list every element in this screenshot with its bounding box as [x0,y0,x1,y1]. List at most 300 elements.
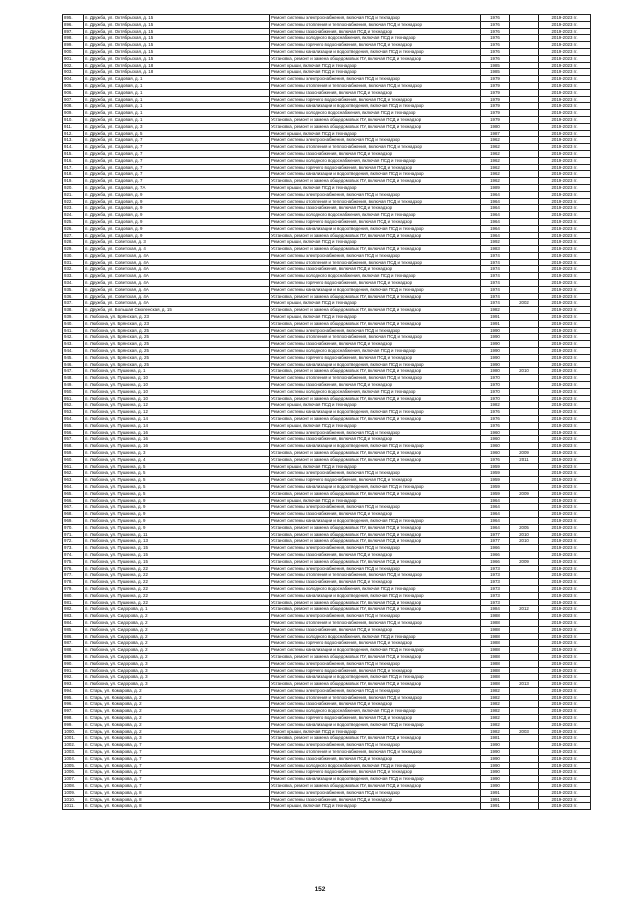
last-repair-year-cell [510,585,539,592]
work-type-cell: Ремонт системы отопления и теплоснабжения, включая ПСД и технадзор [270,198,481,205]
table-row [63,334,591,341]
table-row [63,755,591,762]
row-number-cell: 914. [63,144,84,151]
last-repair-year-cell [510,252,539,259]
last-repair-year-cell [510,76,539,83]
address-cell: п. Любохна, ул. Сидорова, д. 2 [84,613,270,620]
row-number-cell: 906. [63,89,84,96]
row-number-cell: 997. [63,708,84,715]
work-type-cell: Ремонт системы газоснабжения, включая ПСД и технадзор [270,205,481,212]
last-repair-year-cell [510,266,539,273]
planned-period-cell: 2019-2023 гг. [539,735,591,742]
table-row [63,21,591,28]
row-number-cell: 995. [63,694,84,701]
last-repair-year-cell [510,742,539,749]
table-row [63,293,591,300]
work-type-cell: Ремонт системы отопления и теплоснабжения, включая ПСД и технадзор [270,259,481,266]
commission-year-cell: 1982 [481,307,510,314]
commission-year-cell: 1974 [481,300,510,307]
commission-year-cell: 1977 [481,538,510,545]
commission-year-cell: 1964 [481,517,510,524]
planned-period-cell: 2019-2023 гг. [539,307,591,314]
planned-period-cell: 2019-2023 гг. [539,504,591,511]
last-repair-year-cell [510,762,539,769]
last-repair-year-cell [510,42,539,49]
work-type-cell: Ремонт системы канализации и водоотведения, включая ПСД и технадзор [270,517,481,524]
table-row [63,674,591,681]
address-cell: п. Дружба, ул. Советская, д. 4А [84,280,270,287]
work-type-cell: Ремонт крыши, включая ПСД и технадзор [270,314,481,321]
work-type-cell: Ремонт системы электроснабжения, включая ПСД и технадзор [270,137,481,144]
planned-period-cell: 2019-2023 гг. [539,157,591,164]
address-cell: п. Дружба, ул. Советская, д. 4А [84,286,270,293]
commission-year-cell: 1964 [481,205,510,212]
address-cell: п. Дружба, ул. Садовая, д. 7 [84,178,270,185]
planned-period-cell: 2019-2023 гг. [539,103,591,110]
address-cell: п. Дружба, ул. Октябрьская, д. 15 [84,42,270,49]
row-number-cell: 977. [63,572,84,579]
table-row [63,137,591,144]
commission-year-cell: 1979 [481,96,510,103]
planned-period-cell: 2019-2023 гг. [539,558,591,565]
last-repair-year-cell: 2013 [510,681,539,688]
address-cell: п. Любохна, ул. Брянская, д. 23 [84,314,270,321]
address-cell: п. Старь, ул. Комарова, д. 7 [84,776,270,783]
last-repair-year-cell [510,184,539,191]
planned-period-cell: 2019-2023 гг. [539,48,591,55]
last-repair-year-cell [510,48,539,55]
planned-period-cell: 2019-2023 гг. [539,82,591,89]
address-cell: п. Дружба, ул. Садовая, д. 7 [84,157,270,164]
commission-year-cell: 1979 [481,116,510,123]
table-row [63,42,591,49]
work-type-cell: Ремонт системы канализации и водоотведения, включая ПСД и технадзор [270,286,481,293]
commission-year-cell: 1960 [481,443,510,450]
row-number-cell: 928. [63,239,84,246]
last-repair-year-cell [510,470,539,477]
planned-period-cell: 2019-2023 гг. [539,626,591,633]
commission-year-cell: 1964 [481,504,510,511]
table-row [63,116,591,123]
commission-year-cell: 1966 [481,558,510,565]
address-cell: п. Старь, ул. Комарова, д. 2 [84,687,270,694]
last-repair-year-cell: 2009 [510,490,539,497]
work-type-cell: Ремонт системы горячего водоснабжения, включая ПСД и технадзор [270,218,481,225]
table-row [63,178,591,185]
address-cell: п. Дружба, ул. Садовая, д. 1 [84,76,270,83]
last-repair-year-cell [510,619,539,626]
planned-period-cell: 2019-2023 гг. [539,585,591,592]
row-number-cell: 915. [63,150,84,157]
last-repair-year-cell [510,633,539,640]
commission-year-cell: 1964 [481,225,510,232]
last-repair-year-cell [510,545,539,552]
commission-year-cell: 1989 [481,184,510,191]
table-row [63,708,591,715]
planned-period-cell: 2019-2023 гг. [539,783,591,790]
last-repair-year-cell [510,463,539,470]
work-type-cell: Ремонт крыши, включая ПСД и технадзор [270,422,481,429]
table-row [63,171,591,178]
row-number-cell: 932. [63,266,84,273]
planned-period-cell: 2019-2023 гг. [539,212,591,219]
work-type-cell: Ремонт системы холодного водоснабжения, включая ПСД и технадзор [270,762,481,769]
row-number-cell: 956. [63,429,84,436]
row-number-cell: 947. [63,368,84,375]
last-repair-year-cell [510,409,539,416]
last-repair-year-cell [510,395,539,402]
commission-year-cell: 1964 [481,212,510,219]
planned-period-cell: 2019-2023 гг. [539,721,591,728]
table-row [63,123,591,130]
address-cell: п. Старь, ул. Комарова, д. 2 [84,694,270,701]
address-cell: п. Любохна, ул. Пушкина, д. 12 [84,402,270,409]
table-row [63,565,591,572]
commission-year-cell: 1982 [481,708,510,715]
work-type-cell: Установка, ремонт и замена общедомовых ПУ, включая ПСД и технадзор [270,490,481,497]
planned-period-cell: 2019-2023 гг. [539,803,591,810]
table-row [63,443,591,450]
work-type-cell: Установка, ремонт и замена общедомовых ПУ, включая ПСД и технадзор [270,735,481,742]
planned-period-cell: 2019-2023 гг. [539,592,591,599]
commission-year-cell: 1977 [481,531,510,538]
table-row [63,89,591,96]
row-number-cell: 922. [63,198,84,205]
table-row [63,619,591,626]
table-row [63,436,591,443]
work-type-cell: Ремонт системы горячего водоснабжения, включая ПСД и технадзор [270,667,481,674]
address-cell: п. Любохна, ул. Пушкина, д. 15 [84,558,270,565]
planned-period-cell: 2019-2023 гг. [539,640,591,647]
commission-year-cell: 1959 [481,477,510,484]
work-type-cell: Установка, ремонт и замена общедомовых ПУ, включая ПСД и технадзор [270,450,481,457]
address-cell: п. Любохна, ул. Пушкина, д. 1 [84,368,270,375]
address-cell: п. Любохна, ул. Пушкина, д. 5 [84,490,270,497]
address-cell: п. Любохна, ул. Пушкина, д. 9 [84,517,270,524]
address-cell: п. Любохна, ул. Пушкина, д. 22 [84,565,270,572]
work-type-cell: Ремонт системы электроснабжения, включая ПСД и технадзор [270,789,481,796]
table-row [63,517,591,524]
work-type-cell: Ремонт крыши, включая ПСД и технадзор [270,300,481,307]
last-repair-year-cell [510,361,539,368]
address-cell: п. Любохна, ул. Брянская, д. 25 [84,327,270,334]
row-number-cell: 985. [63,626,84,633]
address-cell: п. Любохна, ул. Пушкина, д. 9 [84,497,270,504]
table-row [63,728,591,735]
planned-period-cell: 2019-2023 гг. [539,42,591,49]
last-repair-year-cell [510,314,539,321]
commission-year-cell: 1976 [481,35,510,42]
planned-period-cell: 2019-2023 гг. [539,422,591,429]
commission-year-cell: 1990 [481,769,510,776]
table-row [63,130,591,137]
planned-period-cell: 2019-2023 гг. [539,443,591,450]
table-row [63,375,591,382]
work-type-cell: Установка, ремонт и замена общедомовых ПУ, включая ПСД и технадзор [270,681,481,688]
commission-year-cell: 1990 [481,354,510,361]
commission-year-cell: 1982 [481,715,510,722]
row-number-cell: 896. [63,21,84,28]
commission-year-cell: 1973 [481,599,510,606]
address-cell: п. Дружба, ул. Садовая, д. 7 [84,164,270,171]
work-type-cell: Ремонт системы газоснабжения, включая ПСД и технадзор [270,579,481,586]
address-cell: п. Любохна, ул. Сидорова, д. 2 [84,653,270,660]
row-number-cell: 989. [63,653,84,660]
commission-year-cell: 1973 [481,585,510,592]
planned-period-cell: 2019-2023 гг. [539,416,591,423]
last-repair-year-cell [510,687,539,694]
work-type-cell: Ремонт системы газоснабжения, включая ПСД и технадзор [270,436,481,443]
commission-year-cell: 1974 [481,273,510,280]
table-row [63,205,591,212]
last-repair-year-cell: 2003 [510,728,539,735]
last-repair-year-cell [510,429,539,436]
row-number-cell: 901. [63,55,84,62]
planned-period-cell: 2019-2023 гг. [539,606,591,613]
row-number-cell: 942. [63,334,84,341]
table-row [63,599,591,606]
planned-period-cell: 2019-2023 гг. [539,130,591,137]
work-type-cell: Ремонт системы канализации и водоотведения, включая ПСД и технадзор [270,443,481,450]
planned-period-cell: 2019-2023 гг. [539,246,591,253]
work-type-cell: Установка, ремонт и замена общедомовых ПУ, включая ПСД и технадзор [270,246,481,253]
last-repair-year-cell [510,293,539,300]
planned-period-cell: 2019-2023 гг. [539,184,591,191]
planned-period-cell: 2019-2023 гг. [539,762,591,769]
row-number-cell: 981. [63,599,84,606]
commission-year-cell: 1962 [481,157,510,164]
planned-period-cell: 2019-2023 гг. [539,551,591,558]
last-repair-year-cell [510,15,539,22]
address-cell: п. Дружба, ул. Садовая, д. 3 [84,123,270,130]
table-row [63,409,591,416]
address-cell: п. Любохна, ул. Сидорова, д. 3 [84,681,270,688]
row-number-cell: 943. [63,341,84,348]
table-row [63,110,591,117]
row-number-cell: 899. [63,42,84,49]
table-row [63,687,591,694]
planned-period-cell: 2019-2023 гг. [539,755,591,762]
last-repair-year-cell [510,96,539,103]
address-cell: п. Дружба, ул. Большая Смоленская, д. 15 [84,307,270,314]
work-type-cell: Ремонт системы канализации и водоотведения, включая ПСД и технадзор [270,361,481,368]
last-repair-year-cell [510,443,539,450]
table-row [63,259,591,266]
commission-year-cell: 1974 [481,259,510,266]
address-cell: п. Старь, ул. Комарова, д. 8 [84,803,270,810]
planned-period-cell: 2019-2023 гг. [539,266,591,273]
address-cell: п. Любохна, ул. Пушкина, д. 22 [84,572,270,579]
commission-year-cell: 1970 [481,388,510,395]
work-type-cell: Ремонт системы отопления и теплоснабжения, включая ПСД и технадзор [270,144,481,151]
row-number-cell: 951. [63,395,84,402]
commission-year-cell: 1974 [481,293,510,300]
address-cell: п. Любохна, ул. Брянская, д. 25 [84,348,270,355]
planned-period-cell: 2019-2023 гг. [539,28,591,35]
commission-year-cell: 1990 [481,361,510,368]
last-repair-year-cell [510,354,539,361]
work-type-cell: Ремонт крыши, включая ПСД и технадзор [270,130,481,137]
address-cell: п. Дружба, ул. Садовая, д. 9 [84,225,270,232]
commission-year-cell: 1990 [481,783,510,790]
row-number-cell: 992. [63,674,84,681]
planned-period-cell: 2019-2023 гг. [539,361,591,368]
row-number-cell: 945. [63,354,84,361]
table-row [63,150,591,157]
planned-period-cell: 2019-2023 гг. [539,694,591,701]
row-number-cell: 946. [63,361,84,368]
last-repair-year-cell [510,783,539,790]
last-repair-year-cell [510,382,539,389]
last-repair-year-cell [510,123,539,130]
last-repair-year-cell [510,613,539,620]
table-row [63,647,591,654]
row-number-cell: 968. [63,511,84,518]
address-cell: п. Старь, ул. Комарова, д. 7 [84,742,270,749]
work-type-cell: Ремонт системы канализации и водоотведения, включая ПСД и технадзор [270,674,481,681]
work-type-cell: Ремонт системы канализации и водоотведения, включая ПСД и технадзор [270,721,481,728]
planned-period-cell: 2019-2023 гг. [539,69,591,76]
table-row [63,456,591,463]
planned-period-cell: 2019-2023 гг. [539,395,591,402]
planned-period-cell: 2019-2023 гг. [539,259,591,266]
table-row [63,470,591,477]
table-row [63,606,591,613]
table-row [63,477,591,484]
table-row [63,239,591,246]
last-repair-year-cell [510,259,539,266]
commission-year-cell: 1988 [481,640,510,647]
address-cell: п. Любохна, ул. Пушкина, д. 13 [84,538,270,545]
commission-year-cell: 1991 [481,314,510,321]
row-number-cell: 935. [63,286,84,293]
address-cell: п. Дружба, ул. Садовая, д. 7 [84,171,270,178]
work-type-cell: Ремонт системы холодного водоснабжения, включая ПСД и технадзор [270,388,481,395]
last-repair-year-cell [510,776,539,783]
commission-year-cell: 1973 [481,579,510,586]
address-cell: п. Любохна, ул. Пушкина, д. 22 [84,599,270,606]
work-type-cell: Установка, ремонт и замена общедомовых ПУ, включая ПСД и технадзор [270,783,481,790]
row-number-cell: 963. [63,477,84,484]
row-number-cell: 1010. [63,796,84,803]
row-number-cell: 974. [63,551,84,558]
row-number-cell: 971. [63,531,84,538]
planned-period-cell: 2019-2023 гг. [539,538,591,545]
address-cell: п. Дружба, ул. Садовая, д. 1 [84,103,270,110]
commission-year-cell: 1990 [481,762,510,769]
address-cell: п. Дружба, ул. Садовая, д. 1 [84,89,270,96]
commission-year-cell: 1987 [481,130,510,137]
commission-year-cell: 1964 [481,232,510,239]
table-row [63,640,591,647]
commission-year-cell: 1960 [481,436,510,443]
commission-year-cell: 1979 [481,103,510,110]
planned-period-cell: 2019-2023 гг. [539,477,591,484]
commission-year-cell: 1964 [481,218,510,225]
last-repair-year-cell [510,599,539,606]
row-number-cell: 959. [63,450,84,457]
last-repair-year-cell [510,504,539,511]
row-number-cell: 941. [63,327,84,334]
table-row [63,354,591,361]
address-cell: п. Дружба, ул. Садовая, д. 1 [84,116,270,123]
commission-year-cell: 1966 [481,545,510,552]
work-type-cell: Установка, ремонт и замена общедомовых ПУ, включая ПСД и технадзор [270,558,481,565]
table-row [63,232,591,239]
work-type-cell: Установка, ремонт и замена общедомовых ПУ, включая ПСД и технадзор [270,320,481,327]
address-cell: п. Старь, ул. Комарова, д. 2 [84,708,270,715]
address-cell: п. Любохна, ул. Пушкина, д. 14 [84,422,270,429]
work-type-cell: Ремонт системы электроснабжения, включая ПСД и технадзор [270,660,481,667]
last-repair-year-cell [510,592,539,599]
commission-year-cell: 1974 [481,286,510,293]
table-row [63,626,591,633]
last-repair-year-cell [510,89,539,96]
planned-period-cell: 2019-2023 гг. [539,728,591,735]
last-repair-year-cell [510,205,539,212]
last-repair-year-cell [510,402,539,409]
table-row [63,402,591,409]
planned-period-cell: 2019-2023 гг. [539,769,591,776]
address-cell: п. Дружба, ул. Садовая, д. 9 [84,212,270,219]
planned-period-cell: 2019-2023 гг. [539,280,591,287]
planned-period-cell: 2019-2023 гг. [539,144,591,151]
row-number-cell: 1011. [63,803,84,810]
planned-period-cell: 2019-2023 гг. [539,511,591,518]
address-cell: п. Любохна, ул. Пушкина, д. 22 [84,585,270,592]
address-cell: п. Любохна, ул. Пушкина, д. 3 [84,450,270,457]
commission-year-cell: 1982 [481,701,510,708]
last-repair-year-cell [510,708,539,715]
table-row [63,15,591,22]
last-repair-year-cell [510,280,539,287]
address-cell: п. Дружба, ул. Советская, д. 4А [84,300,270,307]
commission-year-cell: 1988 [481,613,510,620]
table-row [63,660,591,667]
address-cell: п. Любохна, ул. Пушкина, д. 10 [84,382,270,389]
last-repair-year-cell [510,477,539,484]
work-type-cell: Ремонт системы газоснабжения, включая ПСД и технадзор [270,89,481,96]
row-number-cell: 961. [63,463,84,470]
planned-period-cell: 2019-2023 гг. [539,96,591,103]
table-row [63,796,591,803]
planned-period-cell: 2019-2023 гг. [539,531,591,538]
planned-period-cell: 2019-2023 гг. [539,89,591,96]
last-repair-year-cell [510,517,539,524]
work-type-cell: Ремонт системы электроснабжения, включая ПСД и технадзор [270,470,481,477]
commission-year-cell: 1976 [481,409,510,416]
planned-period-cell: 2019-2023 гг. [539,252,591,259]
table-row [63,28,591,35]
commission-year-cell: 1973 [481,572,510,579]
table-row [63,164,591,171]
table-row [63,803,591,810]
work-type-cell: Ремонт системы электроснабжения, включая ПСД и технадзор [270,76,481,83]
last-repair-year-cell [510,626,539,633]
commission-year-cell: 1991 [481,803,510,810]
work-type-cell: Установка, ремонт и замена общедомовых ПУ, включая ПСД и технадзор [270,456,481,463]
table-row [63,450,591,457]
commission-year-cell: 1988 [481,647,510,654]
work-type-cell: Ремонт системы холодного водоснабжения, включая ПСД и технадзор [270,633,481,640]
table-row [63,225,591,232]
commission-year-cell: 1979 [481,89,510,96]
planned-period-cell: 2019-2023 гг. [539,647,591,654]
table-row [63,531,591,538]
last-repair-year-cell [510,69,539,76]
address-cell: п. Любохна, ул. Пушкина, д. 16 [84,429,270,436]
address-cell: п. Дружба, ул. Октябрьская, д. 15 [84,21,270,28]
